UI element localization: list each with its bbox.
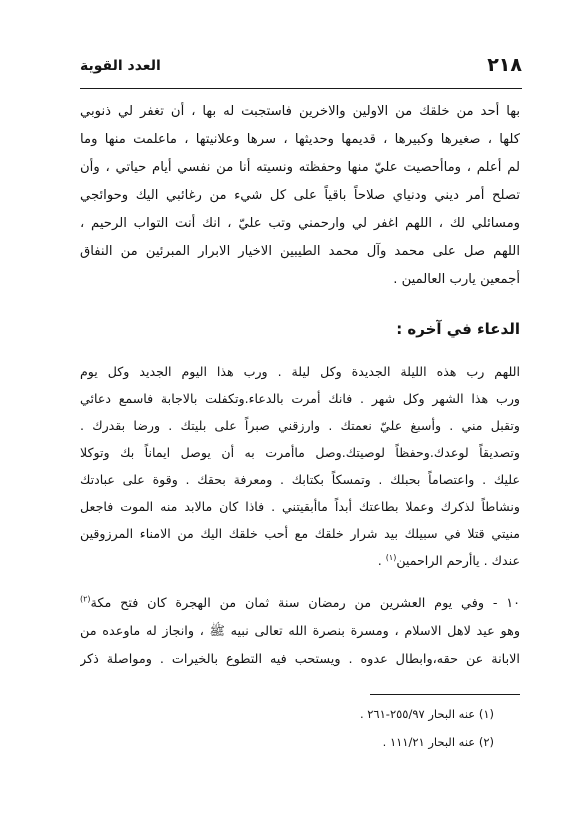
footnotes bbox=[360, 700, 494, 756]
line-end: . bbox=[377, 553, 386, 568]
text-line: ومسائلي لك ، اللهم اغفر لي وارحمني وتب عليّ ، انك أنت التواب الرحيم ، bbox=[80, 216, 520, 231]
text-line: وهو عيد لاهل الاسلام ، ومسرة بنصرة الله تعالى نبيه ﷺ ، وانجاز له ماوعده من bbox=[80, 624, 520, 639]
text-line: أجمعين يارب العالمين . bbox=[393, 272, 520, 287]
text-line bbox=[80, 547, 520, 574]
running-title: العدد القوية bbox=[80, 58, 161, 74]
text-line: اللهم صل على محمد وآل محمد الطيبين الاخيار الابرار المبرئين من النفاق bbox=[80, 244, 520, 259]
text-line: كلها ، صغيرها وكبيرها ، قديمها وحديثها ، سرها وعلانيتها ، ماعلمت منها وما bbox=[80, 132, 520, 147]
paragraph-3 bbox=[80, 590, 520, 674]
page-number: ٢١٨ bbox=[487, 54, 522, 76]
line-text: عندك . ياأرحم الراحمين bbox=[396, 553, 520, 568]
text-line: منيتي قتلا في سبيلك بيد شرار خلقك مع أحب خلقك اليك من الامناء المرزوقين bbox=[80, 526, 520, 541]
footnote-rule bbox=[370, 694, 520, 695]
text-line: تصلح أمر ديني ودنياي صلاحاً باقياً على كل شيء من رغائبي اليك وحوائجي bbox=[80, 188, 520, 203]
text-line: لم أعلم ، وماأحصيت عليّ منها وحفظته ونسيته أنا من نفسي أيام حياتي ، وأن bbox=[80, 160, 520, 175]
footnote-ref-2: (٢) bbox=[80, 594, 91, 604]
text-line: وتقبل مني . وأسبغ عليّ نعمتك . وارزقني صبراً على بليتك . ورضا بقدرك . bbox=[80, 418, 520, 433]
page-header bbox=[80, 50, 522, 90]
footnote-1: (١) عنه البحار ٢٥٥/٩٧-٢٦١ . bbox=[359, 707, 494, 721]
footnote-2: (٢) عنه البحار ١١١/٢١ . bbox=[382, 735, 494, 749]
paragraph-2 bbox=[80, 358, 520, 574]
text-line: اللهم رب هذه الليلة الجديدة وكل ليلة . ورب هذا اليوم الجديد وكل يوم bbox=[80, 364, 520, 379]
header-rule bbox=[80, 88, 522, 89]
text-line bbox=[80, 590, 520, 618]
text-line: بها أحد من خلقك من الاولين والاخرين فاستجبت له بها ، أن تغفر لي ذنوبي bbox=[80, 104, 520, 119]
footnote-ref-1: (١) bbox=[385, 552, 397, 562]
text-line: ورب هذا الشهر وكل شهر . فانك أمرت بالدعاء.وتكفلت بالاجابة فاسمع دعائي bbox=[80, 391, 520, 406]
text-line: الابانة عن حقه،وابطال عدوه . ويستحب فيه التطوع بالخيرات . ومواصلة ذكر bbox=[80, 652, 520, 667]
section-heading: الدعاء في آخره : bbox=[396, 320, 520, 338]
text-line: عليك . واعتصاماً بحبلك . وتمسكاً بكتابك . ومعرفة بحقك . وقوة على عبادتك bbox=[80, 472, 520, 487]
line-text: ١٠ - وفي يوم العشرين من رمضان سنة ثمان من الهجرة كان فتح مكة bbox=[90, 596, 520, 611]
paragraph-1 bbox=[80, 98, 520, 294]
text-line: ونشاطاً لذكرك وعملا بطاعتك أبداً ماأبقيتني . فاذا كان مالابد منه الموت فاجعل bbox=[80, 499, 520, 514]
text-line: وتصديقاً لوعدك.وحفظاً لوصيتك.وصل ماأمرت به أن يوصل ايماناً بك وتوكلا bbox=[80, 445, 520, 460]
